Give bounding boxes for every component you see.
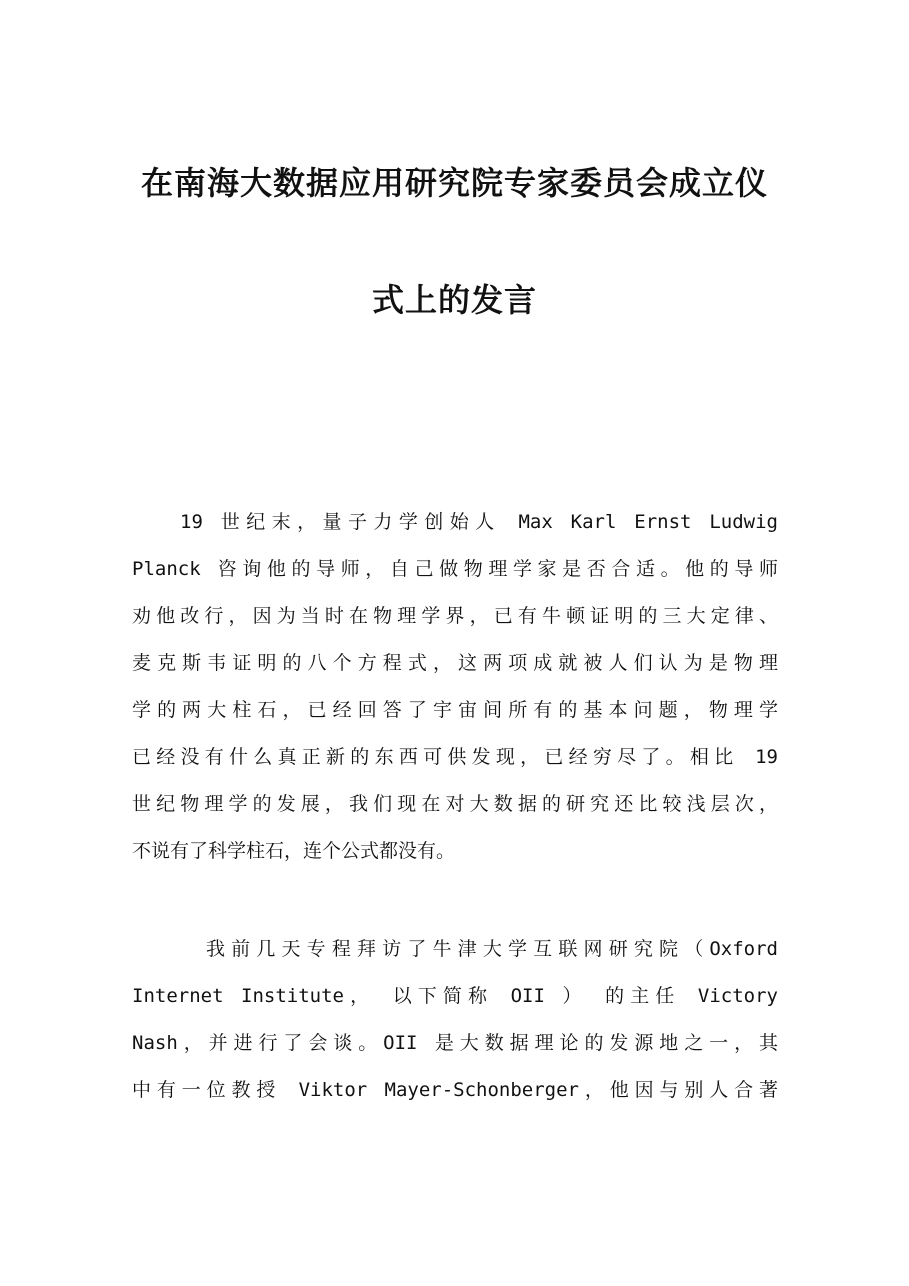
paragraph-2-line-3: Nash，并进行了会谈。OII 是大数据理论的发源地之一，其 (132, 1032, 778, 1054)
paragraph-1-line-8: 不说有了科学柱石，连个公式都没有。 (132, 840, 456, 862)
paragraph-2-line-2: Internet Institute， 以下简称 OII ） 的主任 Victory (132, 985, 778, 1007)
paragraph-2-line-1: 我前几天专程拜访了牛津大学互联网研究院（Oxford (206, 938, 778, 960)
paragraph-1-line-2: Planck 咨询他的导师，自己做物理学家是否合适。他的导师 (132, 558, 778, 580)
paragraph-2-line-4: 中有一位教授 Viktor Mayer-Schonberger，他因与别人合著 (132, 1079, 778, 1101)
paragraph-1-line-3: 劝他改行，因为当时在物理学界，已有牛顿证明的三大定律、 (132, 605, 778, 627)
paragraph-1-line-6: 已经没有什么真正新的东西可供发现，已经穷尽了。相比 19 (132, 746, 778, 768)
paragraph-1-line-1: 19 世纪末，量子力学创始人 Max Karl Ernst Ludwig (180, 511, 778, 533)
document-title-line-1: 在南海大数据应用研究院专家委员会成立仪 (140, 164, 768, 202)
paragraph-1-line-5: 学的两大柱石，已经回答了宇宙间所有的基本问题，物理学 (132, 699, 778, 721)
document-title-line-2: 式上的发言 (371, 281, 537, 319)
paragraph-1-line-4: 麦克斯韦证明的八个方程式，这两项成就被人们认为是物理 (132, 652, 778, 674)
paragraph-1-line-7: 世纪物理学的发展，我们现在对大数据的研究还比较浅层次， (132, 793, 778, 815)
